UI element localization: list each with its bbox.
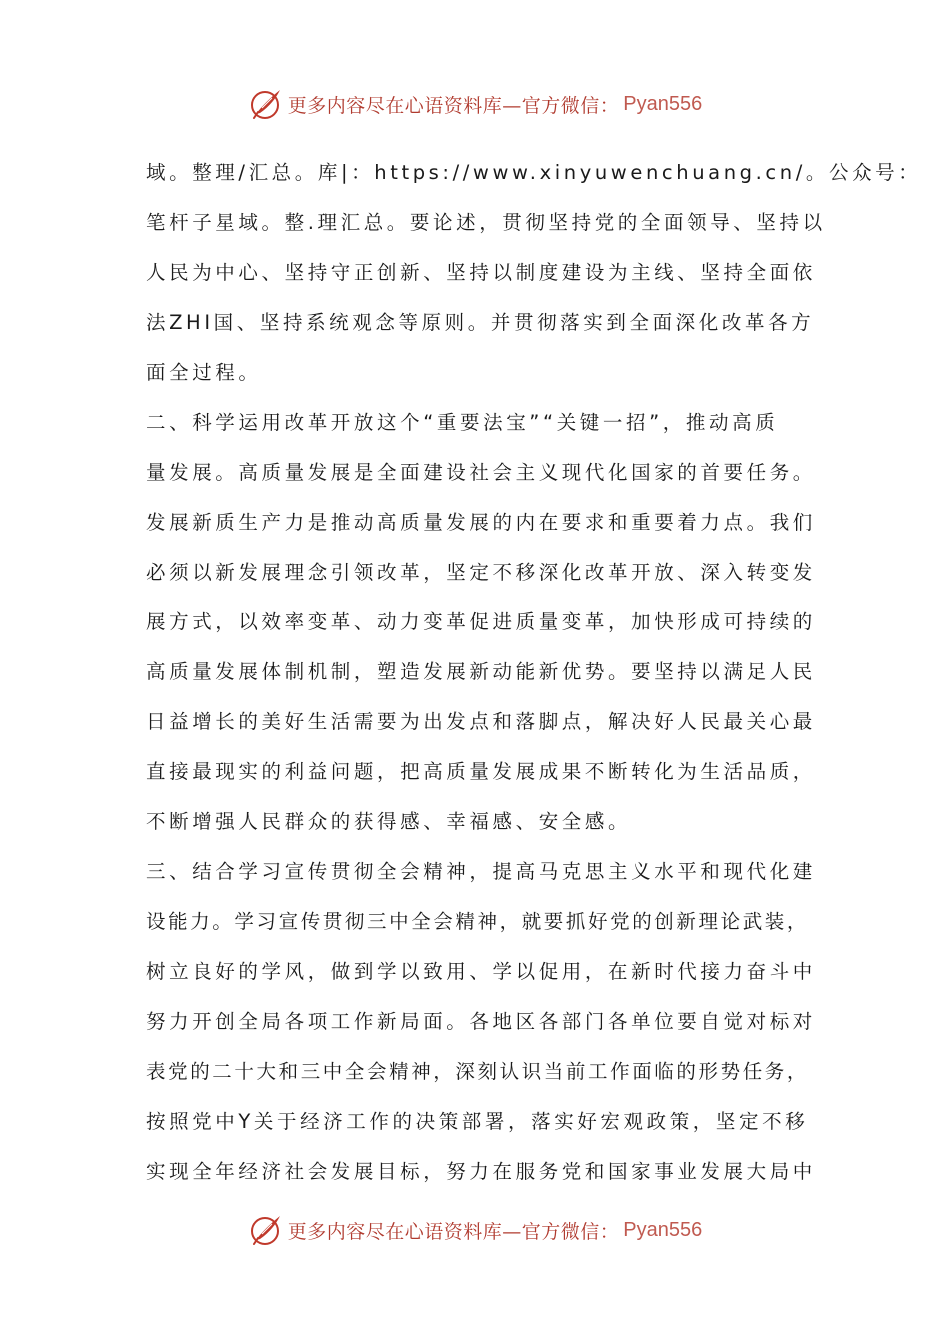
banner-wechat-id: Pyan556 <box>623 92 703 115</box>
body-line: 面全过程。 <box>146 360 262 384</box>
footer-banner <box>0 1210 950 1250</box>
header-banner <box>0 84 950 124</box>
body-line: 日益增长的美好生活需要为出发点和落脚点，解决好人民最关心最 <box>146 710 816 734</box>
banner-wechat-id: Pyan556 <box>623 1218 703 1241</box>
body-line: 表党的二十大和三中全会精神，深刻认识当前工作面临的形势任务， <box>146 1059 810 1083</box>
banner-text: 更多内容尽在心语资料库—官方微信： <box>287 1220 620 1243</box>
section-heading-line: 三、结合学习宣传贯彻全会精神，提高马克思主义水平和现代化建 <box>146 860 816 884</box>
body-line: 按照党中Y关于经济工作的决策部署，落实好宏观政策，坚定不移 <box>146 1109 809 1133</box>
body-line: 高质量发展体制机制，塑造发展新动能新优势。要坚持以满足人民 <box>146 660 816 684</box>
body-line: 量发展。高质量发展是全面建设社会主义现代化国家的首要任务。 <box>146 460 816 484</box>
quill-logo-icon <box>248 1212 284 1248</box>
body-line: 树立良好的学风，做到学以致用、学以促用，在新时代接力奋斗中 <box>146 960 816 983</box>
body-line: 笔杆子星域。整.理汇总。要论述，贯彻坚持党的全面领导、坚持以 <box>146 210 826 234</box>
quill-logo-icon <box>248 86 284 122</box>
header-banner-inner <box>248 86 702 122</box>
body-line: 实现全年经济社会发展目标，努力在服务党和国家事业发展大局中 <box>146 1159 816 1183</box>
footer-banner-inner <box>248 1212 702 1248</box>
body-line: 不断增强人民群众的获得感、幸福感、安全感。 <box>146 810 632 834</box>
section-heading-line: 二、科学运用改革开放这个“重要法宝”“关键一招”，推动高质 <box>146 410 779 434</box>
body-line: 展方式，以效率变革、动力变革促进质量变革，加快形成可持续的 <box>146 610 816 634</box>
body-line: 必须以新发展理念引领改革，坚定不移深化改革开放、深入转变发 <box>146 560 816 584</box>
banner-text: 更多内容尽在心语资料库—官方微信： <box>287 94 620 117</box>
body-line: 设能力。学习宣传贯彻三中全会精神，就要抓好党的创新理论武装， <box>146 910 810 934</box>
body-line: 人民为中心、坚持守正创新、坚持以制度建设为主线、坚持全面依 <box>146 260 816 284</box>
document-body <box>146 148 922 1197</box>
body-line: 法ZHI国、坚持系统观念等原则。并贯彻落实到全面深化改革各方 <box>146 310 815 334</box>
body-line: 域。整理/汇总。库|：https://www.xinyuwenchuang.cn/。公众号： <box>146 161 922 184</box>
body-line: 直接最现实的利益问题，把高质量发展成果不断转化为生活品质， <box>146 760 816 784</box>
body-line: 发展新质生产力是推动高质量发展的内在要求和重要着力点。我们 <box>146 510 816 534</box>
body-line: 努力开创全局各项工作新局面。各地区各部门各单位要自觉对标对 <box>146 1009 816 1033</box>
